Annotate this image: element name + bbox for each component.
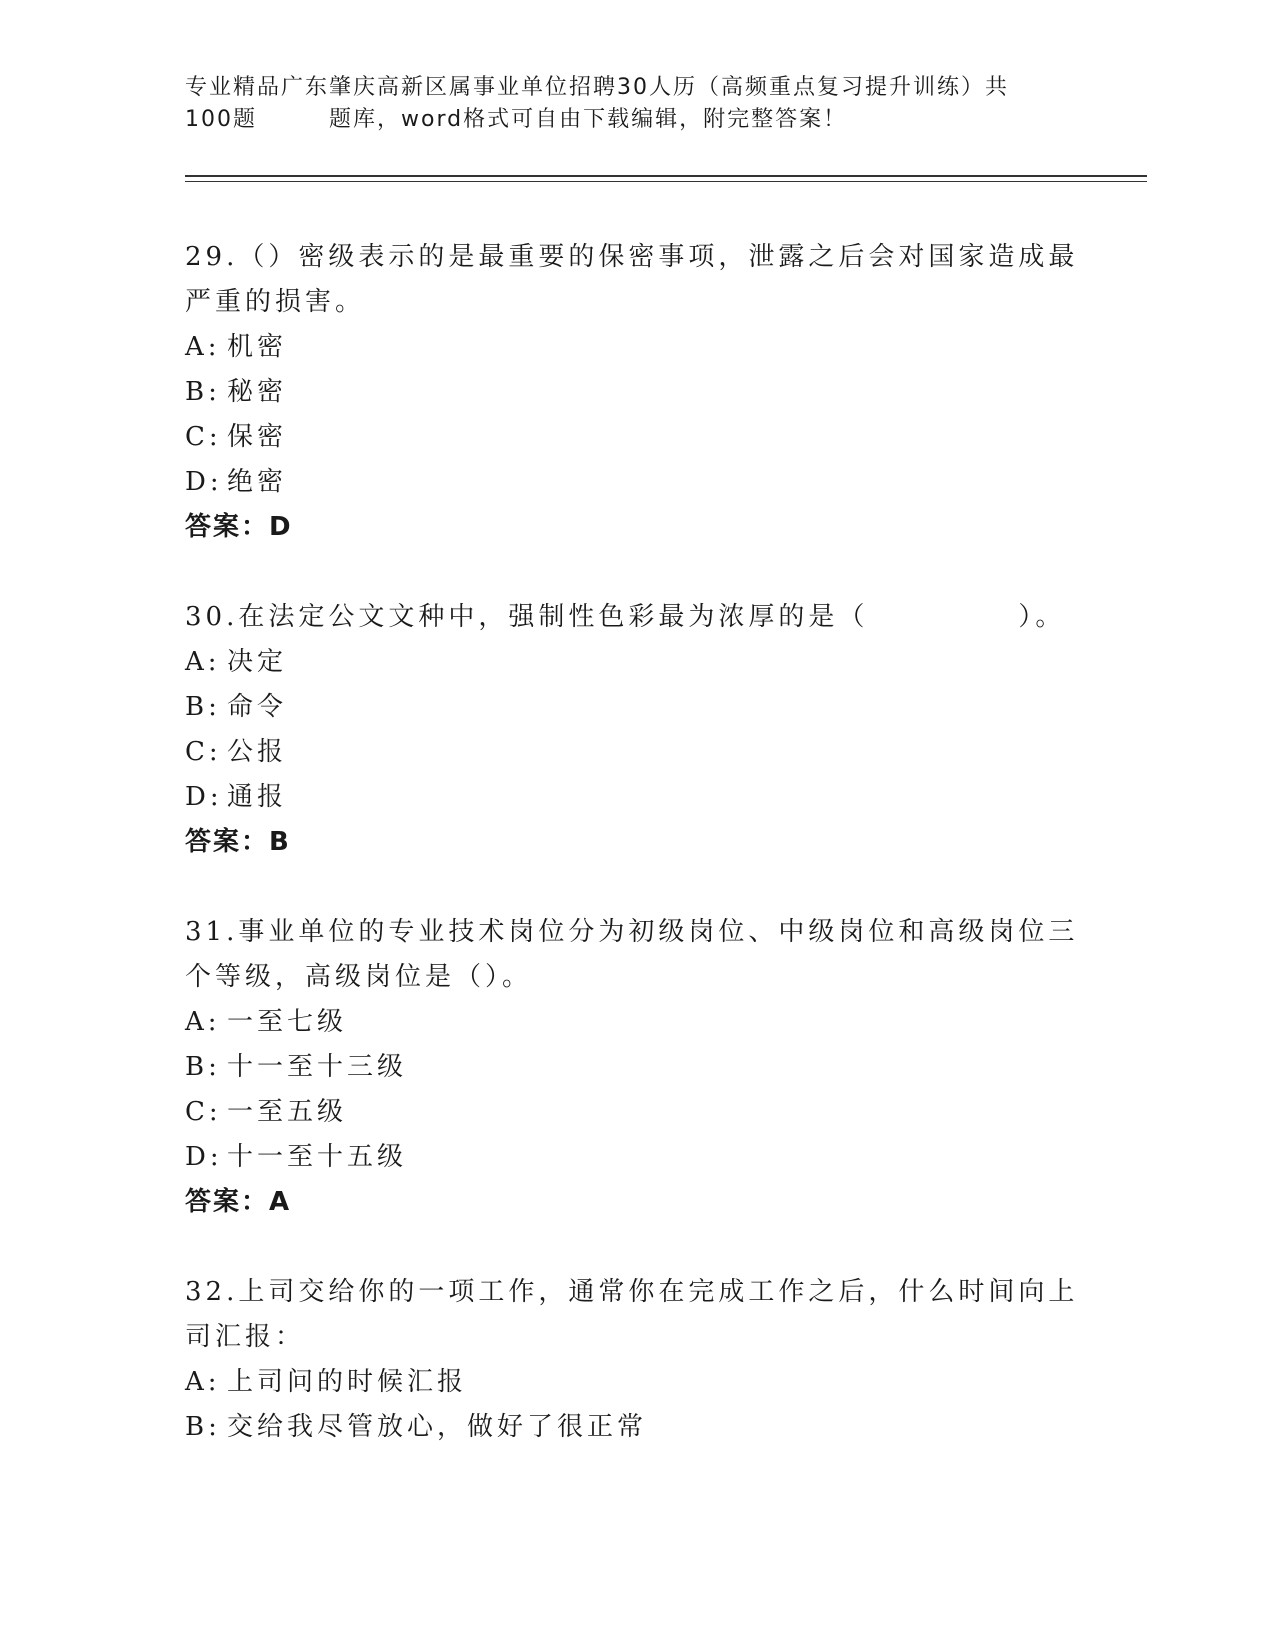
- option-text: 通报: [227, 782, 288, 812]
- option-d: [185, 1135, 1085, 1180]
- option-label: D:: [185, 782, 223, 812]
- option-b: [185, 370, 1085, 415]
- question-text: 29.（）密级表示的是最重要的保密事项，泄露之后会对国家造成最严重的损害。: [185, 242, 1079, 317]
- option-label: A:: [185, 332, 221, 362]
- question-32: [185, 1270, 1085, 1450]
- option-c: [185, 730, 1085, 775]
- option-text: 决定: [227, 647, 288, 677]
- option-label: C:: [185, 1097, 222, 1127]
- option-text: 交给我尽管放心，做好了很正常: [227, 1412, 648, 1442]
- option-a: [185, 325, 1085, 370]
- answer: 答案：B: [185, 827, 291, 857]
- option-label: D:: [185, 467, 223, 497]
- header-divider-thin: [185, 181, 1147, 182]
- option-text: 上司问的时候汇报: [227, 1367, 468, 1397]
- question-text: 30.在法定公文文种中，强制性色彩最为浓厚的是（ ）。: [185, 602, 1066, 632]
- option-label: B:: [185, 692, 221, 722]
- question-31: [185, 910, 1085, 1225]
- option-text: 命令: [227, 692, 288, 722]
- document-header: [185, 72, 1085, 136]
- option-label: A:: [185, 1007, 221, 1037]
- question-list: [185, 235, 1085, 1495]
- header-count: 100题: [185, 107, 257, 132]
- answer: 答案：A: [185, 1187, 292, 1217]
- option-a: [185, 640, 1085, 685]
- option-d: [185, 775, 1085, 820]
- option-a: [185, 1360, 1085, 1405]
- option-label: D:: [185, 1142, 223, 1172]
- header-title-line2: [185, 104, 1085, 136]
- question-29: [185, 235, 1085, 550]
- option-label: C:: [185, 422, 222, 452]
- question-text: 32.上司交给你的一项工作，通常你在完成工作之后，什么时间向上司汇报：: [185, 1277, 1079, 1352]
- option-text: 机密: [227, 332, 288, 362]
- header-title-line1: 专业精品广东肇庆高新区属事业单位招聘30人历（高频重点复习提升训练）共: [185, 75, 1009, 100]
- header-divider-thick: [185, 175, 1147, 177]
- option-label: A:: [185, 647, 221, 677]
- question-30: [185, 595, 1085, 865]
- option-b: [185, 685, 1085, 730]
- option-label: C:: [185, 737, 222, 767]
- option-c: [185, 1090, 1085, 1135]
- option-text: 一至五级: [227, 1097, 348, 1127]
- option-text: 十一至十五级: [227, 1142, 408, 1172]
- answer: 答案：D: [185, 512, 293, 542]
- option-d: [185, 460, 1085, 505]
- option-text: 十一至十三级: [227, 1052, 408, 1082]
- header-description: 题库，word格式可自由下载编辑，附完整答案！: [329, 107, 848, 132]
- option-c: [185, 415, 1085, 460]
- option-text: 公报: [227, 737, 288, 767]
- question-text: 31.事业单位的专业技术岗位分为初级岗位、中级岗位和高级岗位三个等级，高级岗位是（）。: [185, 917, 1079, 992]
- option-b: [185, 1045, 1085, 1090]
- option-label: B:: [185, 1052, 221, 1082]
- option-b: [185, 1405, 1085, 1450]
- option-a: [185, 1000, 1085, 1045]
- option-text: 一至七级: [227, 1007, 348, 1037]
- option-text: 秘密: [227, 377, 288, 407]
- option-text: 保密: [227, 422, 288, 452]
- option-label: B:: [185, 1412, 221, 1442]
- option-label: A:: [185, 1367, 221, 1397]
- option-text: 绝密: [227, 467, 288, 497]
- option-label: B:: [185, 377, 221, 407]
